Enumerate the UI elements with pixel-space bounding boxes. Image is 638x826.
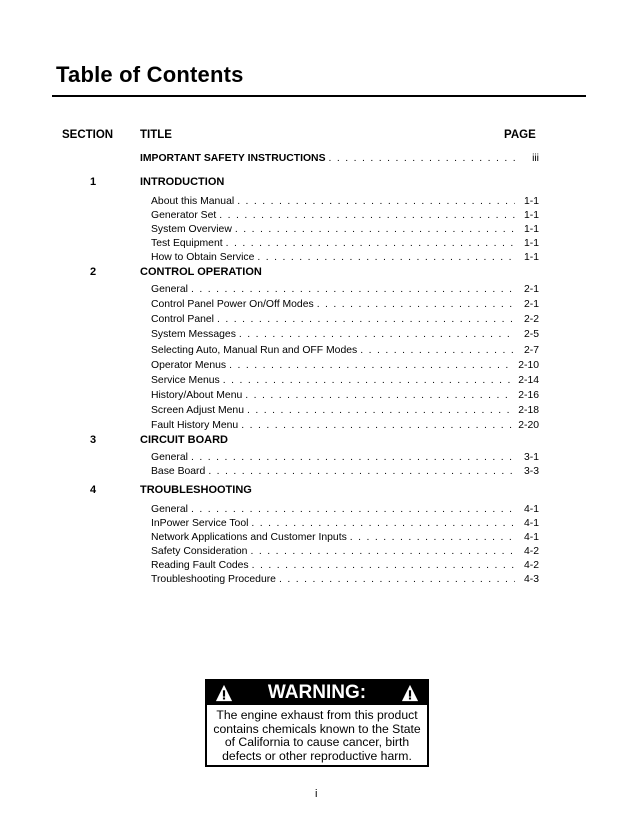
section-4-number: 4 bbox=[89, 484, 97, 496]
dot-leader bbox=[329, 152, 516, 165]
entry-title: Fault History Menu bbox=[151, 420, 239, 431]
entry-title: Reading Fault Codes bbox=[151, 560, 249, 571]
dot-leader bbox=[191, 283, 515, 296]
toc-entry[interactable] bbox=[151, 573, 539, 586]
dot-leader bbox=[250, 545, 515, 558]
toc-entry[interactable] bbox=[151, 503, 539, 516]
warning-line: defects or other reproductive harm. bbox=[222, 748, 412, 763]
entry-title: How to Obtain Service bbox=[151, 252, 255, 263]
toc-entry[interactable] bbox=[151, 298, 539, 311]
section-3-title: CIRCUIT BOARD bbox=[140, 434, 228, 446]
entry-page: 2-1 bbox=[523, 284, 539, 295]
toc-entry[interactable] bbox=[151, 237, 539, 250]
dot-leader bbox=[239, 328, 515, 341]
header-page: PAGE bbox=[504, 129, 536, 141]
safety-row[interactable] bbox=[140, 152, 539, 165]
warning-triangle-icon bbox=[401, 684, 419, 702]
toc-entry[interactable] bbox=[151, 344, 539, 357]
entry-title: Troubleshooting Procedure bbox=[151, 574, 276, 585]
dot-leader bbox=[279, 573, 515, 586]
dot-leader bbox=[229, 359, 514, 372]
safety-page: iii bbox=[532, 153, 539, 164]
toc-entry[interactable] bbox=[151, 559, 539, 572]
section-1-title: INTRODUCTION bbox=[140, 176, 225, 188]
entry-title: Screen Adjust Menu bbox=[151, 405, 244, 416]
entry-page: 2-1 bbox=[523, 299, 539, 310]
dot-leader bbox=[350, 531, 515, 544]
entry-title: Control Panel Power On/Off Modes bbox=[151, 299, 314, 310]
page-title: Table of Contents bbox=[56, 62, 244, 87]
dot-leader bbox=[317, 298, 515, 311]
dot-leader bbox=[257, 251, 515, 264]
entry-title: General bbox=[151, 504, 188, 515]
toc-entry[interactable] bbox=[151, 389, 539, 402]
section-2-title: CONTROL OPERATION bbox=[140, 266, 262, 278]
dot-leader bbox=[247, 404, 514, 417]
warning-body bbox=[207, 709, 427, 763]
entry-page: 4-3 bbox=[523, 574, 539, 585]
toc-entry[interactable] bbox=[151, 465, 539, 478]
toc-entry[interactable] bbox=[151, 283, 539, 296]
entry-page: 2-20 bbox=[518, 420, 539, 431]
entry-title: General bbox=[151, 452, 188, 463]
toc-entry[interactable] bbox=[151, 517, 539, 530]
safety-title: IMPORTANT SAFETY INSTRUCTIONS bbox=[140, 153, 326, 164]
dot-leader bbox=[223, 374, 514, 387]
toc-entry[interactable] bbox=[151, 251, 539, 264]
warning-heading: WARNING: bbox=[267, 682, 367, 703]
entry-title: Generator Set bbox=[151, 210, 217, 221]
toc-entry[interactable] bbox=[151, 419, 539, 432]
dot-leader bbox=[241, 419, 514, 432]
toc-entry[interactable] bbox=[151, 545, 539, 558]
dot-leader bbox=[208, 465, 515, 478]
entry-title: System Messages bbox=[151, 329, 236, 340]
entry-title: About this Manual bbox=[151, 196, 235, 207]
dot-leader bbox=[252, 559, 515, 572]
entry-page: 2-2 bbox=[523, 314, 539, 325]
entry-page: 1-1 bbox=[523, 210, 539, 221]
toc-entry[interactable] bbox=[151, 451, 539, 464]
toc-entry[interactable] bbox=[151, 195, 539, 208]
dot-leader bbox=[360, 344, 515, 357]
entry-page: 4-1 bbox=[523, 532, 539, 543]
entry-title: Operator Menus bbox=[151, 360, 227, 371]
warning-line: contains chemicals known to the State bbox=[213, 721, 421, 736]
entry-title: General bbox=[151, 284, 188, 295]
page-number: i bbox=[315, 788, 318, 800]
entry-page: 1-1 bbox=[523, 224, 539, 235]
toc-entry[interactable] bbox=[151, 313, 539, 326]
entry-page: 4-1 bbox=[523, 518, 539, 529]
dot-leader bbox=[219, 209, 515, 222]
entry-page: 2-18 bbox=[518, 405, 539, 416]
header-title: TITLE bbox=[140, 129, 172, 141]
entry-page: 4-1 bbox=[523, 504, 539, 515]
dot-leader bbox=[237, 195, 515, 208]
entry-page: 1-1 bbox=[523, 196, 539, 207]
entry-title: History/About Menu bbox=[151, 390, 243, 401]
entry-title: Network Applications and Customer Inputs bbox=[151, 532, 347, 543]
entry-page: 2-5 bbox=[523, 329, 539, 340]
entry-page: 2-10 bbox=[518, 360, 539, 371]
entry-title: Service Menus bbox=[151, 375, 220, 386]
entry-title: Selecting Auto, Manual Run and OFF Modes bbox=[151, 345, 358, 356]
toc-entry[interactable] bbox=[151, 209, 539, 222]
header-section: SECTION bbox=[62, 129, 114, 141]
section-3-number: 3 bbox=[89, 434, 97, 446]
toc-entry[interactable] bbox=[151, 223, 539, 236]
toc-entry[interactable] bbox=[151, 374, 539, 387]
dot-leader bbox=[191, 503, 515, 516]
entry-page: 3-3 bbox=[523, 466, 539, 477]
section-2-number: 2 bbox=[89, 266, 97, 278]
dot-leader bbox=[235, 223, 515, 236]
entry-page: 2-16 bbox=[518, 390, 539, 401]
entry-title: Test Equipment bbox=[151, 238, 223, 249]
dot-leader bbox=[217, 313, 515, 326]
entry-page: 3-1 bbox=[523, 452, 539, 463]
entry-title: System Overview bbox=[151, 224, 232, 235]
title-rule bbox=[52, 95, 586, 97]
section-1-number: 1 bbox=[89, 176, 97, 188]
dot-leader bbox=[245, 389, 514, 402]
warning-line: of California to cause cancer, birth bbox=[224, 735, 410, 749]
toc-entry[interactable] bbox=[151, 404, 539, 417]
warning-triangle-icon bbox=[215, 684, 233, 702]
toc-entry[interactable] bbox=[151, 328, 539, 341]
dot-leader bbox=[191, 451, 515, 464]
warning-line: The engine exhaust from this product bbox=[216, 708, 418, 722]
entry-page: 2-14 bbox=[518, 375, 539, 386]
entry-page: 1-1 bbox=[523, 238, 539, 249]
entry-page: 4-2 bbox=[523, 560, 539, 571]
entry-page: 2-7 bbox=[523, 345, 539, 356]
dot-leader bbox=[226, 237, 515, 250]
entry-title: Safety Consideration bbox=[151, 546, 248, 557]
entry-page: 4-2 bbox=[523, 546, 539, 557]
section-4-title: TROUBLESHOOTING bbox=[140, 484, 252, 496]
entry-title: InPower Service Tool bbox=[151, 518, 249, 529]
entry-title: Base Board bbox=[151, 466, 206, 477]
warning-box bbox=[205, 679, 429, 767]
dot-leader bbox=[251, 517, 515, 530]
warning-header bbox=[207, 681, 427, 705]
toc-entry[interactable] bbox=[151, 531, 539, 544]
toc-entry[interactable] bbox=[151, 359, 539, 372]
entry-title: Control Panel bbox=[151, 314, 214, 325]
entry-page: 1-1 bbox=[523, 252, 539, 263]
